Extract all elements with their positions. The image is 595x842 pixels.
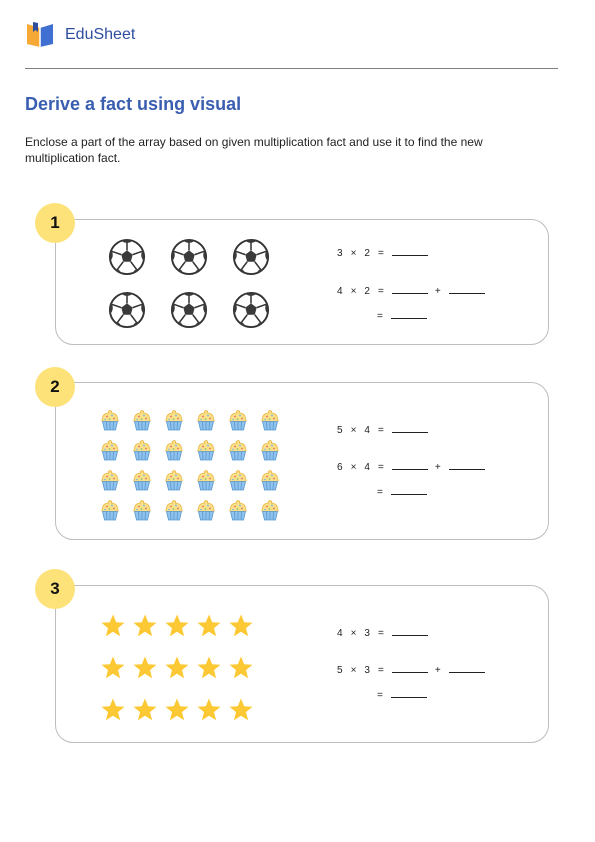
- cupcake-icon: [132, 469, 152, 491]
- equals-sign: =: [377, 665, 384, 676]
- soccer-ball-icon: [231, 290, 271, 330]
- cupcake-icon: [196, 439, 216, 461]
- equals-sign: =: [377, 690, 383, 701]
- factor-b: 2: [364, 248, 370, 259]
- open-book-icon: [25, 20, 55, 50]
- factor-a: 4: [337, 628, 343, 639]
- cupcake-icon: [164, 409, 184, 431]
- factor-a: 3: [337, 248, 343, 259]
- star-array: [100, 611, 254, 725]
- answer-blank[interactable]: [391, 308, 427, 319]
- answer-blank[interactable]: [392, 662, 428, 673]
- star-icon: [132, 695, 158, 725]
- factor-b: 4: [364, 425, 370, 436]
- sum-row: [377, 484, 427, 498]
- soccer-ball-array: [107, 237, 271, 330]
- cupcake-icon: [228, 409, 248, 431]
- brand-name: EduSheet: [65, 26, 136, 43]
- soccer-ball-icon: [169, 237, 209, 277]
- answer-blank[interactable]: [449, 283, 485, 294]
- cupcake-icon: [196, 469, 216, 491]
- cupcake-icon: [100, 439, 120, 461]
- cupcake-icon: [100, 499, 120, 521]
- cupcake-icon: [164, 469, 184, 491]
- cupcake-icon: [260, 469, 280, 491]
- equals-sign: =: [377, 425, 384, 436]
- factor-b: 4: [364, 462, 370, 473]
- answer-blank[interactable]: [392, 422, 428, 433]
- problem-number-badge: 2: [35, 367, 75, 407]
- cupcake-icon: [132, 499, 152, 521]
- equals-sign: =: [377, 286, 384, 297]
- answer-blank[interactable]: [392, 245, 428, 256]
- cupcake-icon: [132, 439, 152, 461]
- brand-logo: [25, 20, 135, 50]
- star-icon: [132, 611, 158, 641]
- soccer-ball-icon: [231, 237, 271, 277]
- equals-sign: =: [377, 248, 384, 259]
- instructions: Enclose a part of the array based on given multiplication fact and use it to find the new multiplication fact.: [25, 135, 483, 165]
- soccer-ball-icon: [169, 290, 209, 330]
- star-icon: [228, 695, 254, 725]
- derived-fact-row: [337, 283, 485, 297]
- factor-a: 6: [337, 462, 343, 473]
- plus-sign: +: [434, 462, 441, 473]
- answer-blank[interactable]: [392, 625, 428, 636]
- known-fact-row: [337, 245, 428, 259]
- answer-blank[interactable]: [392, 283, 428, 294]
- cupcake-icon: [196, 409, 216, 431]
- cupcake-icon: [100, 469, 120, 491]
- star-icon: [196, 611, 222, 641]
- cupcake-array: [100, 409, 280, 521]
- factor-a: 5: [337, 425, 343, 436]
- factor-b: 2: [364, 286, 370, 297]
- cupcake-icon: [228, 439, 248, 461]
- star-icon: [100, 653, 126, 683]
- star-icon: [228, 611, 254, 641]
- answer-blank[interactable]: [449, 459, 485, 470]
- sum-row: [377, 687, 427, 701]
- cupcake-icon: [196, 499, 216, 521]
- cupcake-icon: [100, 409, 120, 431]
- equals-sign: =: [377, 628, 384, 639]
- times-sign: ×: [350, 665, 357, 676]
- times-sign: ×: [350, 462, 357, 473]
- equals-sign: =: [377, 487, 383, 498]
- star-icon: [196, 653, 222, 683]
- problem-number-badge: 1: [35, 203, 75, 243]
- times-sign: ×: [350, 628, 357, 639]
- star-icon: [100, 611, 126, 641]
- cupcake-icon: [132, 409, 152, 431]
- answer-blank[interactable]: [449, 662, 485, 673]
- times-sign: ×: [350, 425, 357, 436]
- cupcake-icon: [228, 499, 248, 521]
- cupcake-icon: [228, 469, 248, 491]
- soccer-ball-icon: [107, 237, 147, 277]
- cupcake-icon: [164, 499, 184, 521]
- star-icon: [228, 653, 254, 683]
- plus-sign: +: [434, 286, 441, 297]
- star-icon: [196, 695, 222, 725]
- equals-sign: =: [377, 462, 384, 473]
- answer-blank[interactable]: [391, 484, 427, 495]
- header-divider: [25, 68, 558, 69]
- star-icon: [100, 695, 126, 725]
- derived-fact-row: [337, 459, 485, 473]
- times-sign: ×: [350, 286, 357, 297]
- derived-fact-row: [337, 662, 485, 676]
- soccer-ball-icon: [107, 290, 147, 330]
- factor-b: 3: [364, 665, 370, 676]
- star-icon: [164, 611, 190, 641]
- answer-blank[interactable]: [391, 687, 427, 698]
- factor-b: 3: [364, 628, 370, 639]
- equals-sign: =: [377, 311, 383, 322]
- page-title: Derive a fact using visual: [25, 94, 242, 114]
- star-icon: [164, 653, 190, 683]
- problem-number-badge: 3: [35, 569, 75, 609]
- cupcake-icon: [164, 439, 184, 461]
- cupcake-icon: [260, 409, 280, 431]
- times-sign: ×: [350, 248, 357, 259]
- known-fact-row: [337, 625, 428, 639]
- cupcake-icon: [260, 439, 280, 461]
- star-icon: [132, 653, 158, 683]
- star-icon: [164, 695, 190, 725]
- known-fact-row: [337, 422, 428, 436]
- factor-a: 5: [337, 665, 343, 676]
- plus-sign: +: [434, 665, 441, 676]
- sum-row: [377, 308, 427, 322]
- factor-a: 4: [337, 286, 343, 297]
- cupcake-icon: [260, 499, 280, 521]
- answer-blank[interactable]: [392, 459, 428, 470]
